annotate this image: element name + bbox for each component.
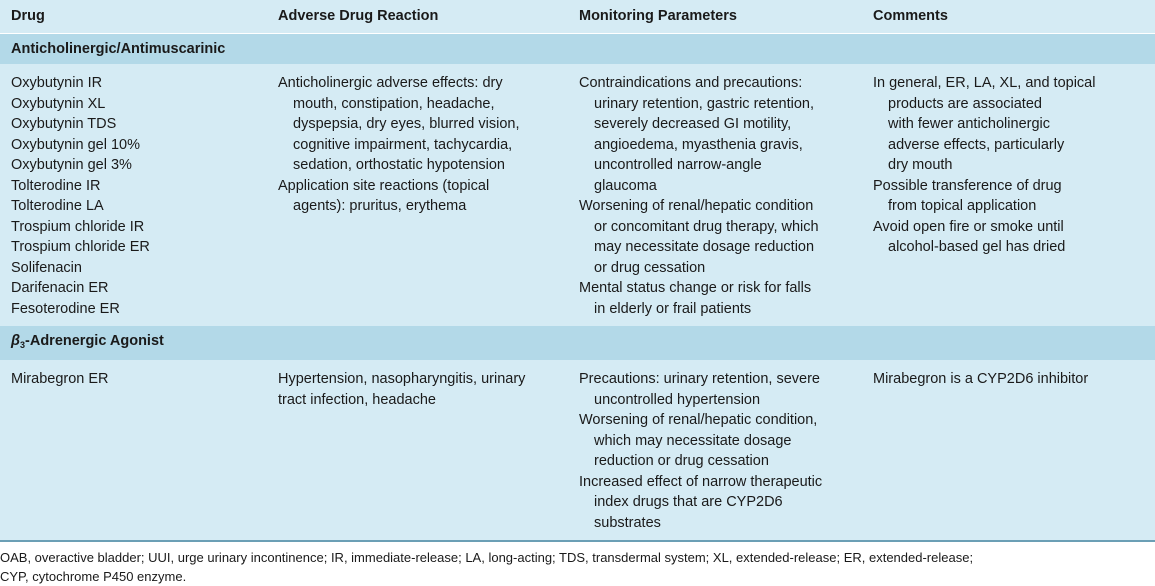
text-line: In general, ER, LA, XL, and topical bbox=[873, 75, 1096, 91]
adverse-reaction-cell bbox=[267, 360, 568, 540]
text-line: from topical application bbox=[888, 198, 1037, 214]
text-line: substrates bbox=[594, 514, 661, 531]
text-line: in elderly or frail patients bbox=[594, 300, 752, 317]
header-comments: Comments bbox=[862, 0, 1155, 34]
text-line: with fewer anticholinergic bbox=[888, 116, 1050, 132]
section-header-anticholinergic bbox=[0, 34, 1155, 65]
text-line: tract infection, headache bbox=[278, 391, 436, 408]
text-line: Possible transference of drug bbox=[873, 177, 1062, 194]
monitoring-entry bbox=[579, 73, 851, 196]
text-line: adverse effects, particularly bbox=[888, 136, 1065, 153]
text-line: agents): pruritus, erythema bbox=[293, 198, 467, 214]
text-line: Precautions: urinary retention, severe bbox=[579, 371, 820, 387]
adverse-reaction-entry bbox=[278, 369, 557, 410]
footnote-line: CYP, cytochrome P450 enzyme. bbox=[0, 569, 187, 584]
drug-name: Fesoterodine ER bbox=[11, 300, 120, 317]
section-title: Anticholinergic/Antimuscarinic bbox=[0, 34, 1155, 65]
text-line: dry mouth bbox=[888, 157, 953, 173]
monitoring-entry bbox=[579, 196, 851, 278]
text-line: Application site reactions (topical bbox=[278, 177, 490, 194]
drug-name: Tolterodine IR bbox=[11, 177, 101, 194]
text-line: sedation, orthostatic hypotension bbox=[293, 157, 505, 173]
section-title bbox=[0, 326, 1155, 360]
text-line: Worsening of renal/hepatic condition bbox=[579, 198, 814, 214]
table-row bbox=[0, 64, 1155, 326]
drug-name: Tolterodine LA bbox=[11, 198, 104, 214]
text-line: alcohol-based gel has dried bbox=[888, 239, 1066, 255]
adverse-reaction-entry bbox=[278, 176, 557, 217]
drug-name: Mirabegron ER bbox=[11, 371, 109, 387]
text-line: cognitive impairment, tachycardia, bbox=[293, 136, 513, 153]
text-line: Mirabegron is a CYP2D6 inhibitor bbox=[873, 371, 1089, 387]
text-line: mouth, constipation, headache, bbox=[293, 95, 495, 112]
comment-entry bbox=[873, 369, 1144, 390]
monitoring-cell bbox=[568, 360, 862, 540]
header-drug: Drug bbox=[0, 0, 267, 34]
adverse-reaction-cell bbox=[267, 64, 568, 326]
comments-cell bbox=[862, 64, 1155, 326]
comments-cell bbox=[862, 360, 1155, 540]
table-footnote bbox=[0, 540, 1155, 586]
monitoring-cell bbox=[568, 64, 862, 326]
drug-list-cell bbox=[0, 64, 267, 326]
text-line: reduction or drug cessation bbox=[594, 453, 769, 469]
text-line: glaucoma bbox=[594, 177, 657, 194]
monitoring-entry bbox=[579, 410, 851, 472]
text-line: angioedema, myasthenia gravis, bbox=[594, 136, 803, 153]
text-line: may necessitate dosage reduction bbox=[594, 239, 815, 255]
header-adverse-drug-reaction: Adverse Drug Reaction bbox=[267, 0, 568, 34]
table-row bbox=[0, 360, 1155, 540]
text-line: Hypertension, nasopharyngitis, urinary bbox=[278, 371, 526, 387]
drug-name: Trospium chloride IR bbox=[11, 218, 145, 235]
drug-name: Oxybutynin gel 3% bbox=[11, 157, 132, 173]
monitoring-entry bbox=[579, 278, 851, 319]
text-line: uncontrolled hypertension bbox=[594, 391, 761, 408]
text-line: Anticholinergic adverse effects: dry bbox=[278, 75, 503, 91]
drug-name: Oxybutynin XL bbox=[11, 95, 106, 112]
monitoring-entry bbox=[579, 472, 851, 534]
footnote-line: OAB, overactive bladder; UUI, urge urinary incontinence; IR, immediate-release; LA, long-acting; TDS, transdermal system; XL, extended-release; ER, extended-release; bbox=[0, 550, 974, 565]
text-line: urinary retention, gastric retention, bbox=[594, 95, 815, 112]
comment-entry bbox=[873, 73, 1144, 176]
drug-list-cell bbox=[0, 360, 267, 540]
text-line: uncontrolled narrow-angle bbox=[594, 157, 762, 173]
header-monitoring-parameters: Monitoring Parameters bbox=[568, 0, 862, 34]
monitoring-entry bbox=[579, 369, 851, 410]
text-line: products are associated bbox=[888, 95, 1042, 112]
comment-entry bbox=[873, 217, 1144, 258]
table-header-row bbox=[0, 0, 1155, 34]
drug-name: Oxybutynin IR bbox=[11, 75, 103, 91]
text-line: Mental status change or risk for falls bbox=[579, 280, 812, 296]
text-line: index drugs that are CYP2D6 bbox=[594, 494, 783, 510]
section-title-text: -Adrenergic Agonist bbox=[25, 333, 164, 349]
text-line: severely decreased GI motility, bbox=[594, 116, 792, 132]
section-header-beta3-agonist bbox=[0, 326, 1155, 360]
text-line: Avoid open fire or smoke until bbox=[873, 218, 1064, 235]
drug-name: Solifenacin bbox=[11, 259, 82, 276]
beta-symbol: β bbox=[11, 333, 20, 349]
comment-entry bbox=[873, 176, 1144, 217]
drug-name: Oxybutynin gel 10% bbox=[11, 136, 140, 153]
text-line: or drug cessation bbox=[594, 259, 706, 276]
beta-subscript: 3 bbox=[20, 340, 26, 350]
text-line: Worsening of renal/hepatic condition, bbox=[579, 412, 818, 428]
drug-name: Trospium chloride ER bbox=[11, 239, 150, 255]
text-line: or concomitant drug therapy, which bbox=[594, 218, 819, 235]
text-line: dyspepsia, dry eyes, blurred vision, bbox=[293, 116, 520, 132]
text-line: Increased effect of narrow therapeutic bbox=[579, 473, 823, 490]
text-line: which may necessitate dosage bbox=[594, 432, 792, 449]
drug-name: Darifenacin ER bbox=[11, 280, 109, 296]
text-line: Contraindications and precautions: bbox=[579, 75, 803, 91]
drug-name: Oxybutynin TDS bbox=[11, 116, 117, 132]
adverse-reaction-entry bbox=[278, 73, 557, 176]
